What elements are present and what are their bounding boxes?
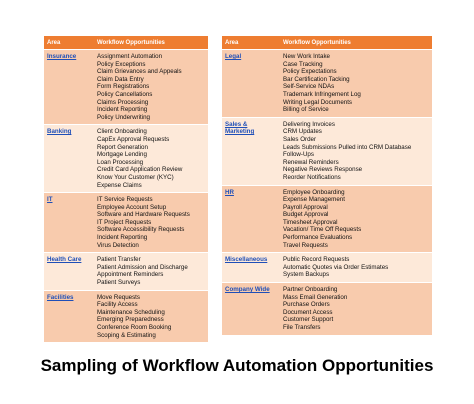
opportunity-item: Leads Submissions Pulled into CRM Database [283,143,412,151]
opportunity-item: Form Registrations [97,83,150,91]
opportunity-item: Policy Cancellations [97,90,153,98]
opportunity-item: Performance Evaluations [283,234,353,242]
opportunity-item: Conference Room Booking [97,324,172,331]
opportunity-item: Follow-Ups [283,151,314,159]
table-header-row [222,36,432,50]
opportunity-item: Move Requests [97,293,140,301]
table-row [44,290,208,342]
opportunity-item: Reorder Notifications [283,173,341,181]
area-link[interactable]: Insurance [47,53,77,60]
opportunity-item: Loan Processing [97,158,144,166]
opportunities-cell [280,50,432,118]
table-row [44,193,208,253]
table-row [44,125,208,193]
opportunity-item: Partner Onboarding [283,286,338,294]
opportunity-item: Case Tracking [283,60,323,68]
table-row [44,50,208,125]
opportunity-item: Client Onboarding [97,128,147,136]
area-cell [44,290,94,342]
area-link[interactable]: Miscellaneous [225,256,268,264]
opportunity-item: Public Record Requests [283,256,350,264]
opportunity-item: Claim Data Entry [97,75,144,83]
area-cell [222,50,280,118]
opportunity-item: Purchase Orders [283,301,330,309]
opportunity-item: Negative Reviews Response [283,166,363,174]
opportunity-item: Payroll Approval [283,203,328,211]
opportunity-item: Automatic Quotes via Order Estimates [283,263,389,271]
opportunity-item: Renewal Reminders [283,158,339,166]
opportunity-item: Software Accessibility Requests [97,226,185,234]
area-cell [222,283,280,335]
opportunities-cell [280,185,432,253]
area-link[interactable]: IT [47,196,53,204]
opportunity-item: Appointment Reminders [97,271,164,279]
opportunities-cell [280,283,432,335]
opportunity-item: Scoping & Estimating [97,331,156,339]
opportunities-cell [280,253,432,283]
area-link[interactable]: Legal [225,53,242,60]
opportunity-item: Trademark Infringement Log [283,90,361,98]
workflow-column-header: Workflow Opportunities [94,36,208,50]
area-link[interactable]: Facilities [47,293,74,301]
opportunity-item: Incident Reporting [97,106,148,114]
opportunity-item: System Backups [283,271,330,279]
workflow-column-header: Workflow Opportunities [280,36,432,50]
opportunity-item: Assignment Automation [97,53,163,60]
figure-caption: Sampling of Workflow Automation Opportunities [40,356,434,375]
area-cell [44,50,94,125]
opportunity-item: Customer Support [283,316,334,324]
opportunity-item: Patient Transfer [97,256,141,264]
opportunity-item: Policy Underwriting [97,113,150,121]
opportunity-item: Incident Reporting [97,234,148,242]
opportunity-item: Mortgage Lending [97,151,147,159]
opportunity-item: Maintenance Scheduling [97,308,165,316]
opportunity-item: Vacation/ Time Off Requests [283,226,362,234]
opportunity-item: Expense Claims [97,181,142,189]
opportunities-cell [94,253,208,290]
opportunity-item: Delivering Invoices [283,120,335,128]
table-row [222,185,432,253]
area-cell [44,125,94,193]
area-cell [222,117,280,185]
opportunities-cell [94,50,208,125]
area-cell [222,185,280,253]
opportunities-cell [280,117,432,185]
area-column-header: Area [222,36,280,50]
opportunities-cell [94,125,208,193]
opportunity-item: Patient Surveys [97,279,141,287]
opportunity-item: Employee Onboarding [283,188,345,196]
opportunity-item: Know Your Customer (KYC) [97,173,174,181]
table-row [222,283,432,335]
area-link[interactable]: Sales & Marketing [225,120,255,136]
opportunity-item: CRM Updates [283,128,322,136]
table-row [222,253,432,283]
opportunity-item: Self-Service NDAs [283,83,335,91]
right-opportunities-table [222,36,432,335]
opportunity-item: File Transfers [283,324,321,331]
opportunities-cell [94,290,208,342]
area-link[interactable]: Banking [47,128,72,136]
opportunity-item: Travel Requests [283,241,328,249]
table-row [222,50,432,118]
opportunity-item: Facility Access [97,301,138,309]
opportunity-item: Policy Expectations [283,68,337,76]
opportunity-item: CapEx Approval Requests [97,135,170,143]
area-column-header: Area [44,36,94,50]
area-cell [44,193,94,253]
opportunity-item: Bar Certification Tacking [283,75,350,83]
area-link[interactable]: HR [225,188,234,196]
opportunity-item: Budget Approval [283,211,329,219]
opportunity-item: Report Generation [97,143,148,151]
opportunity-item: Writing Legal Documents [283,98,353,106]
opportunity-item: Patient Admission and Discharge [97,263,188,271]
opportunity-item: Policy Exceptions [97,60,146,68]
opportunity-item: Virus Detection [97,241,139,249]
table-row [44,253,208,290]
opportunity-item: Claims Processing [97,98,149,106]
opportunity-item: Sales Order [283,135,317,143]
opportunity-item: Claim Grievances and Appeals [97,68,182,76]
opportunity-item: Expense Management [283,196,345,204]
area-link[interactable]: Company Wide [225,286,270,294]
table-row [222,117,432,185]
left-opportunities-table [44,36,208,342]
opportunity-item: Billing of Service [283,106,329,114]
opportunity-item: Credit Card Application Review [97,166,183,174]
table-header-row [44,36,208,50]
opportunity-item: IT Service Requests [97,196,153,204]
area-cell [222,253,280,283]
area-cell [44,253,94,290]
opportunity-item: Document Access [283,308,333,316]
opportunity-item: Timesheet Approval [283,218,338,226]
opportunity-item: Mass Email Generation [283,293,348,301]
opportunity-item: New Work Intake [283,53,330,60]
area-link[interactable]: Health Care [47,256,82,264]
opportunities-cell [94,193,208,253]
opportunity-item: Software and Hardware Requests [97,211,190,219]
opportunity-item: Employee Account Setup [97,203,167,211]
opportunity-item: Emerging Preparedness [97,316,164,324]
opportunity-item: IT Project Requests [97,218,152,226]
